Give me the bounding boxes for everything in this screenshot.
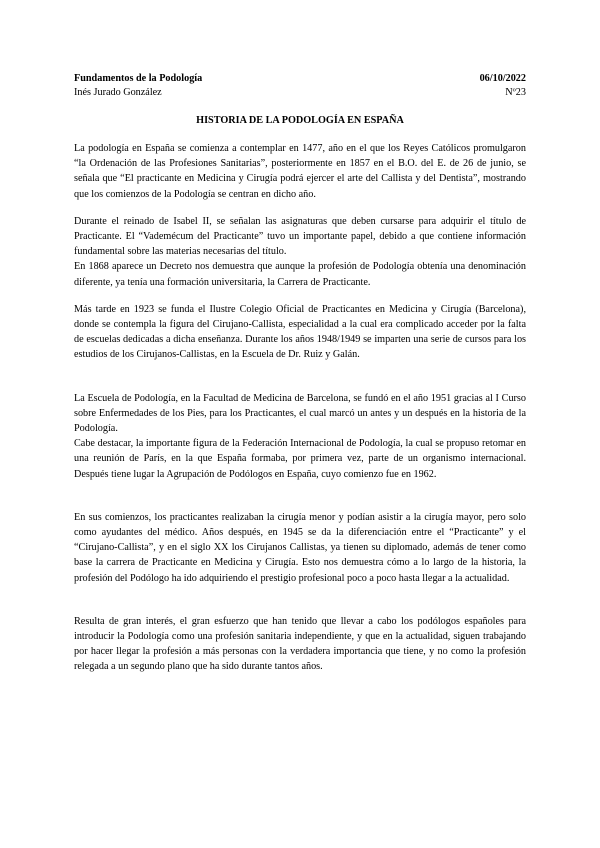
paragraph-6: Cabe destacar, la importante figura de la Federación Internacional de Podología, la cual se propuso retomar en una reunión de París, en la que España formaba, por primera vez, parte de un organismo internacional. Después tiene lugar la Agrupación de Podólogos en España, cuyo comienzo fue en 1962.	[74, 438, 526, 480]
course-name: Fundamentos de la Podología	[74, 73, 203, 84]
document-title: HISTORIA DE LA PODOLOGÍA EN ESPAÑA	[196, 115, 404, 126]
paragraph-3: En 1868 aparece un Decreto nos demuestra que aunque la profesión de Podología obtenía una denominación diferente, ya tenía una formación universitaria, la Carrera de Practicante.	[74, 261, 526, 288]
paragraph-8: Resulta de gran interés, el gran esfuerzo que han tenido que llevar a cabo los podólogos españoles para introducir la Podología como una profesión sanitaria independiente, y que en la actualidad, siguen trabajando por hacer llegar la profesión a más personas con la verdadera importancia que tiene, y no como la profesión relegada a un segundo plano que ha sido durante tantos años.	[74, 615, 526, 673]
document-page	[74, 72, 526, 675]
header-row-2	[74, 86, 526, 100]
header-row-1	[74, 72, 526, 86]
paragraph-2: Durante el reinado de Isabel II, se señalan las asignaturas que deben cursarse para adquirir el título de Practicante. El “Vademécum del Practicante” tuvo un importante papel, debido a que contiene información fundamental sobre las materias necesarias del título.	[74, 215, 526, 258]
author-name: Inés Jurado González	[74, 87, 162, 98]
student-number: Nº23	[505, 87, 526, 98]
paragraph-7: En sus comienzos, los practicantes realizaban la cirugía menor y podían asistir a la cirugía mayor, pero solo como ayudantes del médico. Años después, en 1945 se da la diferenciación entre el “Practicante” y el “Cirujano-Callista”, y en el siglo XX los Cirujanos Callistas, ya tienen su diplomado, además de tener como base la carrera de Practicante en Medicina y Cirugía. Esto nos demuestra cómo a lo largo de la historia, la profesión del Podólogo ha ido adquiriendo el prestigio profesional poco a poco hasta llegar a la actualidad.	[74, 511, 526, 584]
paragraph-1: La podología en España se comienza a contemplar en 1477, año en el que los Reyes Católicos promulgaron “la Ordenación de las Profesiones Sanitarias”, posteriormente en 1857 en el B.O. del E. de 26 de junio, se señala que “El practicante en Medicina y Cirugía podrá ejercer el arte del Callista y del Dentista”, mostrando que los comienzos de la Podología se centran en dicho año.	[74, 143, 526, 200]
document-date: 06/10/2022	[479, 73, 526, 84]
paragraph-5: La Escuela de Podología, en la Facultad de Medicina de Barcelona, se fundó en el año 1951 gracias al I Curso sobre Enfermedades de los Pies, para los Practicantes, el cual marcó un antes y un después en la historia de la Podología.	[74, 392, 526, 435]
paragraph-4: Más tarde en 1923 se funda el Ilustre Colegio Oficial de Practicantes en Medicina y Cirugía (Barcelona), donde se contempla la figura del Cirujano-Callista, especialidad a la cual era complicado acceder por la falta de escuelas dedicadas a dicha enseñanza. Durante los años 1948/1949 se imparten una serie de cursos para los estudios de los Cirujanos-Callistas, en la Escuela de Dr. Ruiz y Galán.	[74, 303, 526, 361]
